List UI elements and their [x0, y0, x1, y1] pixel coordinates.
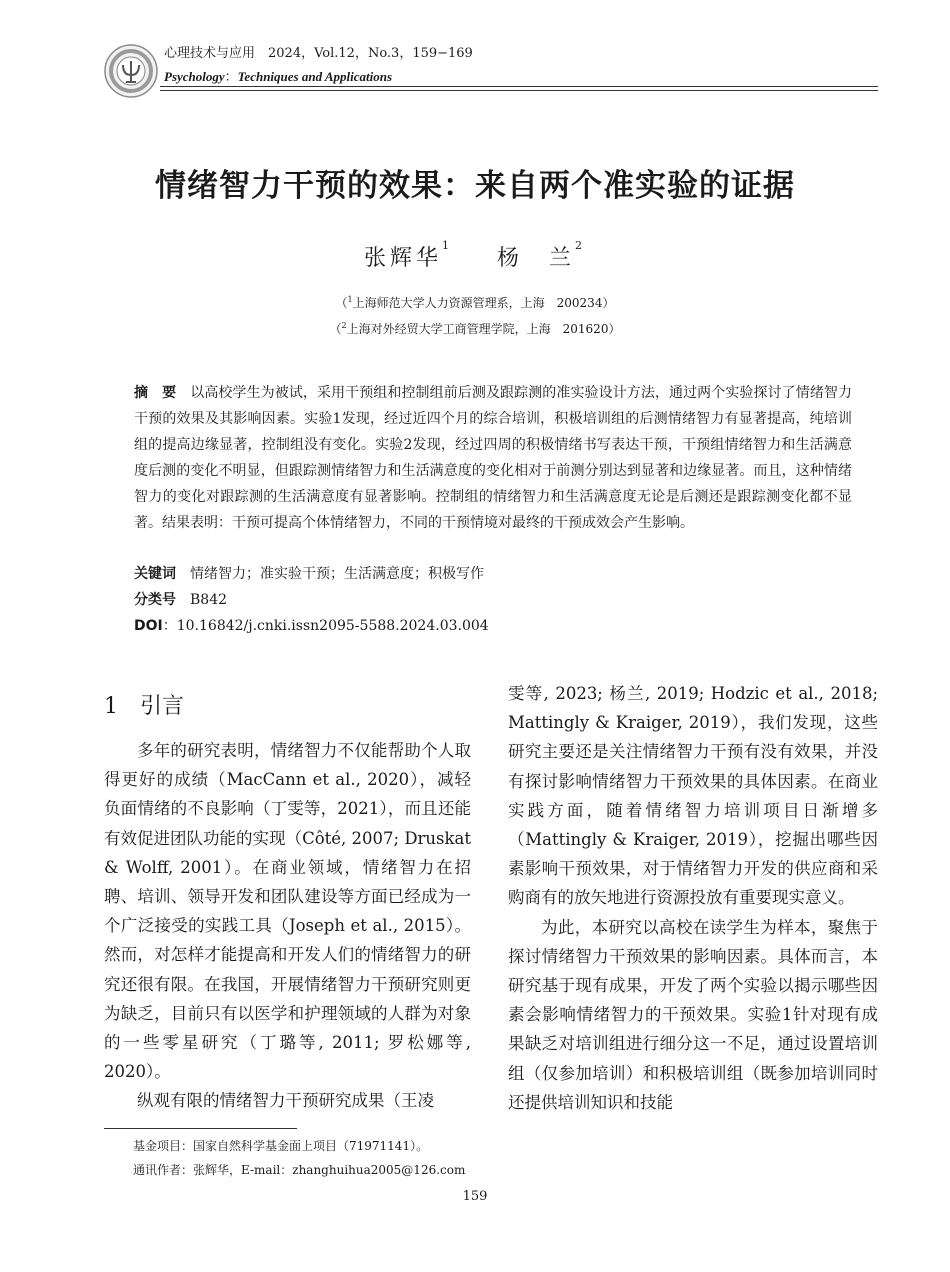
classification-number: 分类号 B842: [134, 592, 228, 608]
author-line: 张辉华$^1$ 杨 兰$^2$: [363, 239, 587, 271]
abstract-label: 摘 要: [134, 385, 177, 401]
header-rule-thin: [160, 90, 878, 91]
header-rule-thick: [160, 86, 878, 87]
keywords: 关键词 情绪智力；准实验干预；生活满意度；积极写作: [134, 566, 484, 582]
body-column-right: [508, 679, 878, 1117]
body-paragraph: 雯等, 2023; 杨兰, 2019; Hodzic et al., 2018; Mattingly & Kraiger, 2019），我们发现，这些研究主要还是关注情绪智力干预有没有效果，并没有探讨影响情绪智力干预效果的具体因素。在商业实践方面，随着情绪智力培训项目日渐增多（Mattingly & Kraiger, 2019），挖掘出哪些因素影响干预效果，对于情绪智力开发的供应商和采购商有的放矢地进行资源投放有重要现实意义。: [508, 684, 878, 908]
journal-logo-icon: [104, 44, 158, 98]
body-paragraph: 为此，本研究以高校在读学生为样本，聚焦于探讨情绪智力干预效果的影响因素。具体而言，本研究基于现有成果，开发了两个实验以揭示哪些因素会影响情绪智力的干预效果。实验1针对现有成果缺乏对培训组进行细分这一不足，通过设置培训组（仅参加培训）和积极培训组（既参加培训同时还提供培训知识和技能: [508, 917, 878, 1112]
journal-citation: 心理技术与应用 2024，Vol.12，No.3，159−169: [164, 46, 473, 61]
affiliation: （$^2$上海对外经贸大学工商管理学院，上海 201620）: [329, 321, 621, 336]
abstract: [134, 380, 852, 536]
footnote-rule: [104, 1128, 297, 1129]
author-name: 杨 兰: [497, 246, 576, 271]
doi: DOI：10.16842/j.cnki.issn2095-5588.2024.03.004: [134, 618, 489, 634]
footnote-corresponding-author: 通讯作者：张辉华，E-mail：zhanghuihua2005@126.com: [133, 1163, 466, 1177]
paper-title: 情绪智力干预的效果：来自两个准实验的证据: [155, 168, 795, 204]
section-heading: 1 引言: [104, 694, 184, 719]
affiliation: （$^1$上海师范大学人力资源管理系，上海 200234）: [335, 295, 615, 310]
body-paragraph: 纵观有限的情绪智力干预研究成果（王凌: [137, 1091, 434, 1111]
body-paragraph: 多年的研究表明，情绪智力不仅能帮助个人取得更好的成绩（MacCann et al., 2020），减轻负面情绪的不良影响（丁雯等，2021），而且还能有效促进团队功能的实现（Côté, 2007; Druskat & Wolff, 2001）。在商业领域，情绪智力在招聘、培训、领导开发和团队建设等方面已经成为一个广泛接受的实践工具（Joseph et al., 2015）。然而，对怎样才能提高和开发人们的情绪智力的研究还很有限。在我国，开展情绪智力干预研究则更为缺乏，目前只有以医学和护理领域的人群为对象的一些零星研究（丁璐等, 2011; 罗松娜等, 2020）。: [104, 741, 471, 1082]
journal-english-name: Psychology：Techniques and Applications: [164, 69, 393, 84]
footnote-funding: 基金项目：国家自然科学基金面上项目（71971141）。: [133, 1139, 429, 1153]
abstract-text: 以高校学生为被试，采用干预组和控制组前后测及跟踪测的准实验设计方法，通过两个实验探讨了情绪智力干预的效果及其影响因素。实验1发现，经过近四个月的综合培训，积极培训组的后测情绪智力有显著提高，纯培训组的提高边缘显著，控制组没有变化。实验2发现，经过四周的积极情绪书写表达干预，干预组情绪智力和生活满意度后测的变化不明显，但跟踪测情绪智力和生活满意度的变化相对于前测分别达到显著和边缘显著。而且，这种情绪智力的变化对跟踪测的生活满意度有显著影响。控制组的情绪智力和生活满意度无论是后测还是跟踪测变化都不显著。结果表明：干预可提高个体情绪智力，不同的干预情境对最终的干预成效会产生影响。: [134, 385, 853, 531]
page-number: 159: [462, 1189, 488, 1204]
body-column-left: [104, 736, 471, 1116]
author-name: 张辉华: [363, 246, 442, 271]
